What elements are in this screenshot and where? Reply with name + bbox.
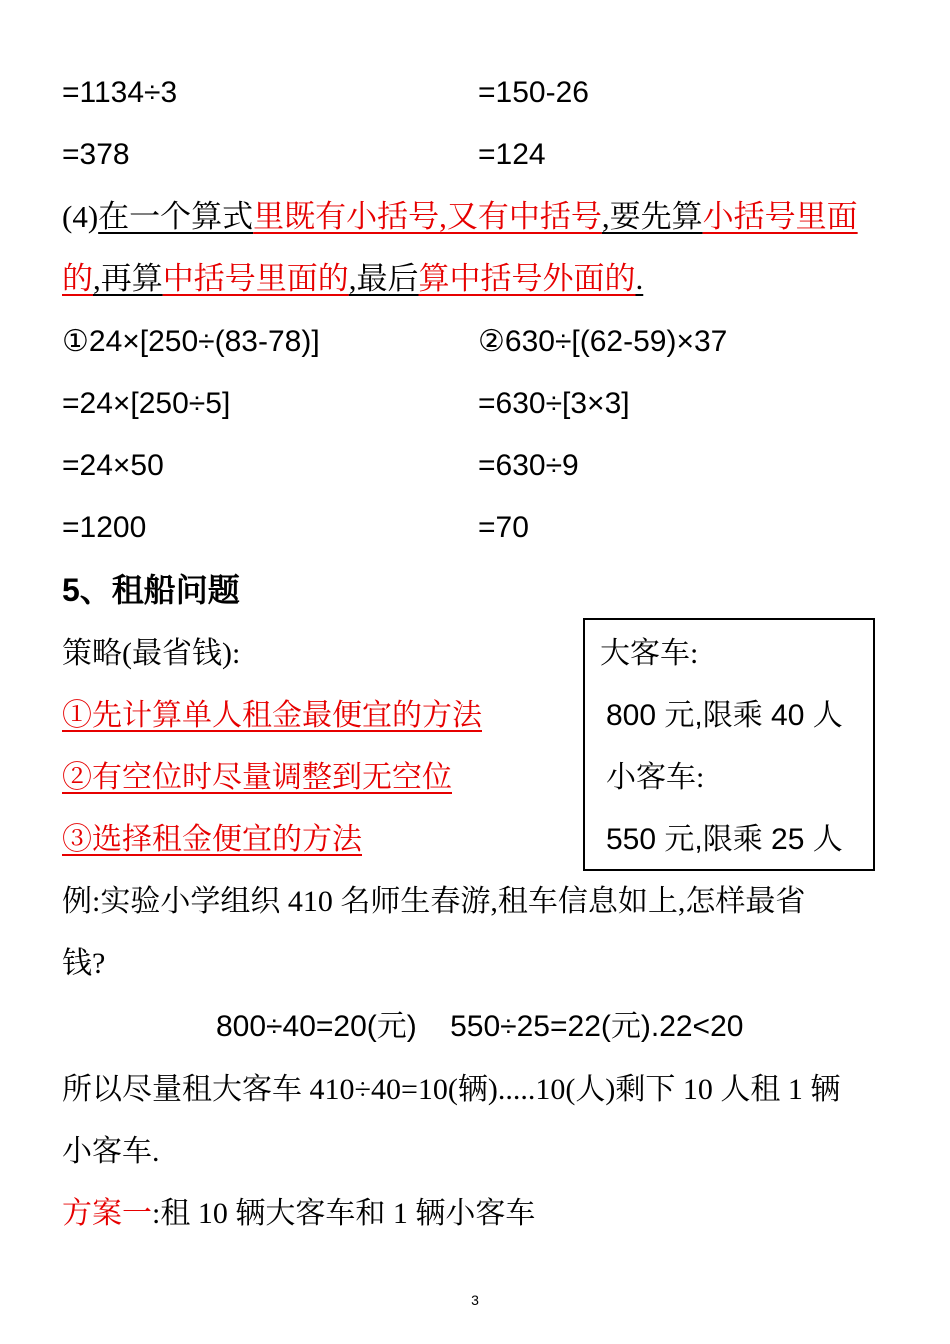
reason-line1: 所以尽量租大客车 410÷40=10(辆).....10(人)剩下 10 人租 1 辆 bbox=[62, 1073, 841, 1106]
rule4-part9: 算中括号外面的 bbox=[418, 261, 636, 296]
calc-top-right-1: =150-26 bbox=[478, 76, 589, 109]
rule4-part3: ,要先算 bbox=[601, 199, 703, 234]
calc-top-left-1: =1134÷3 bbox=[62, 76, 178, 109]
example1-line2: =24×[250÷5] bbox=[62, 387, 231, 420]
rule4-line2 bbox=[62, 259, 643, 299]
rule4-part7: 中括号里面的 bbox=[162, 261, 349, 296]
reason-line2: 小客车. bbox=[62, 1135, 160, 1168]
strategy-step-3: ③选择租金便宜的方法 bbox=[62, 823, 362, 856]
example-question-line2: 钱? bbox=[62, 947, 106, 980]
example2-line3: =630÷9 bbox=[478, 449, 579, 482]
example2-line2: =630÷[3×3] bbox=[478, 387, 630, 420]
big-bus-label: 大客车: bbox=[600, 637, 699, 670]
rule4-part2: 里既有小括号,又有中括号 bbox=[253, 199, 602, 234]
example1-line1: ①24×[250÷(83-78)] bbox=[62, 325, 320, 358]
strategy-step-2: ②有空位时尽量调整到无空位 bbox=[62, 761, 452, 794]
unit-price-calc: 800÷40=20(元) 550÷25=22(元).22<20 bbox=[216, 1010, 744, 1043]
example2-line1: ②630÷[(62-59)×37 bbox=[478, 325, 728, 358]
example1-line3: =24×50 bbox=[62, 449, 164, 482]
big-bus-detail: 800 元,限乘 40 人 bbox=[606, 699, 843, 732]
plan-one-text: :租 10 辆大客车和 1 辆小客车 bbox=[152, 1197, 536, 1230]
small-bus-label: 小客车: bbox=[606, 761, 705, 794]
calc-top-left-2: =378 bbox=[62, 138, 130, 171]
plan-one bbox=[62, 1194, 535, 1234]
calc-top-right-2: =124 bbox=[478, 138, 546, 171]
section5-title: 5、租船问题 bbox=[62, 572, 240, 608]
strategy-step-1: ①先计算单人租金最便宜的方法 bbox=[62, 699, 482, 732]
page-number: 3 bbox=[471, 1292, 479, 1308]
rule4-prefix: (4) bbox=[62, 199, 99, 234]
plan-one-label: 方案一 bbox=[62, 1197, 152, 1230]
rule4-part6: ,再算 bbox=[93, 261, 163, 296]
rule4-line1 bbox=[62, 197, 858, 237]
strategy-label: 策略(最省钱): bbox=[62, 637, 241, 670]
rule4-part10: . bbox=[635, 261, 644, 296]
example2-line4: =70 bbox=[478, 511, 529, 544]
example-question-line1: 例:实验小学组织 410 名师生春游,租车信息如上,怎样最省 bbox=[62, 885, 806, 918]
small-bus-detail: 550 元,限乘 25 人 bbox=[606, 823, 843, 856]
rule4-part1: 在一个算式 bbox=[98, 199, 254, 234]
example1-line4: =1200 bbox=[62, 511, 147, 544]
rule4-part5: 的 bbox=[62, 261, 93, 296]
rule4-part4: 小括号里面 bbox=[702, 199, 858, 234]
rule4-part8: ,最后 bbox=[348, 261, 419, 296]
